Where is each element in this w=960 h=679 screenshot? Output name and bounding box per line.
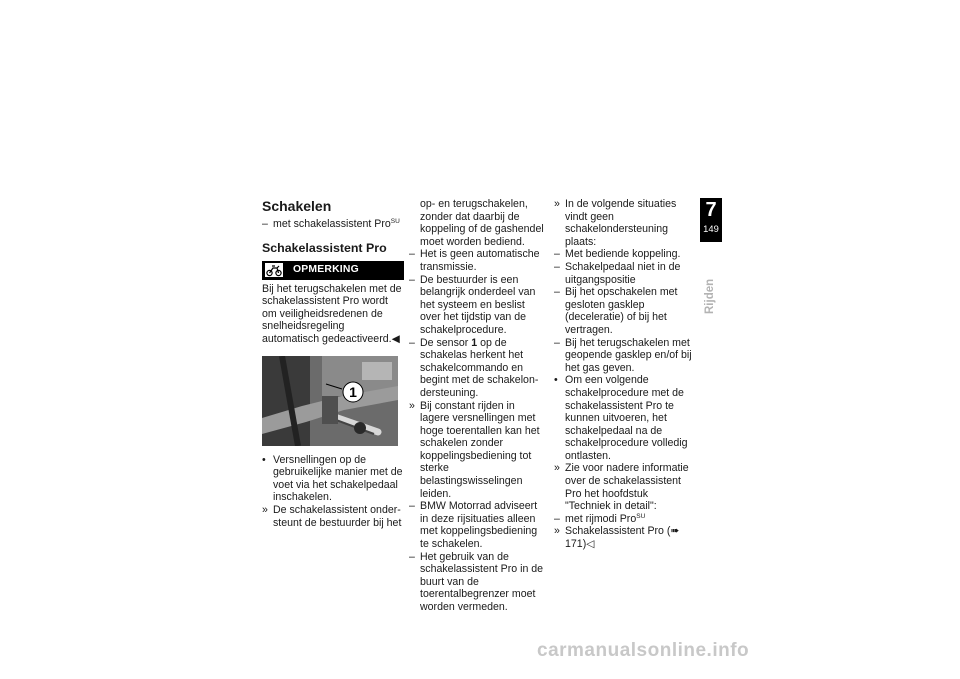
list-item: – De bestuurder is een belangrijk onderdeel van het systeem en beslist over het tijdstip van de schakelprocedure. [409, 273, 536, 336]
list-item: – met rijmodi Pro$^{SU}$ [554, 512, 646, 525]
list-item: » Bij constant rijden in lagere versnellingen met hoge toerentallen kan het schakelen zonder koppelingsbediening tot sterke belastingswisselingen leiden. [409, 399, 540, 500]
watermark: carmanualsonline.info [537, 640, 750, 661]
option-code: SU [636, 512, 646, 520]
list-item: – Bij het opschakelen met gesloten gasklep (deceleratie) of bij het vertragen. [554, 286, 678, 336]
column-2 [409, 198, 547, 614]
note-title: OPMERKING [293, 263, 359, 275]
photo-callout-label: 1 [349, 383, 357, 400]
list-item [262, 218, 404, 231]
note-text: Bij het terugschakelen met de schakelassistent Pro wordt om veiligheidsredenen de snelheidsregeling automatisch gedeactiveerd.◀ [262, 282, 402, 345]
cross-reference[interactable]: » Schakelassistent Pro (➠ 171)◁ [554, 525, 680, 551]
list-item: – Het is geen automatische transmissie. [409, 248, 540, 273]
list-item: » De schakelassistent ondersteunt de bestuurder bij het [262, 503, 402, 529]
end-marker-icon: ◀ [391, 332, 400, 345]
list-item: » In de volgende situaties vindt geen schakelondersteuning plaats: [554, 198, 677, 248]
end-marker-icon: ◁ [586, 538, 595, 551]
list-item: – De sensor 1 op de schakelas herkent het schakelcommando en begint met de schakelondersteuning. [409, 336, 539, 399]
list-item: – Bij het terugschakelen met geopende gasklep en/of bij het gas geven. [554, 336, 692, 374]
chapter-tab [700, 198, 722, 242]
option-code: SU [390, 218, 400, 225]
list-item: – Schakelpedaal niet in de uitgangspositie [554, 260, 681, 286]
section-title: Schakelen [262, 198, 332, 214]
note-header [262, 261, 404, 280]
list-item: » Zie voor nadere informatie over de schakelassistent Pro het hoofdstuk "Techniek in detail": [554, 462, 689, 513]
list-item: • Versnellingen op de gebruikelijke manier met de voet via het schakelpedaal inschakelen. [262, 453, 403, 504]
chapter-number: 7 [705, 199, 717, 221]
column-3 [554, 198, 696, 551]
motorcycle-note-icon [265, 263, 283, 278]
list-item: – Het gebruik van de schakelassistent Pro in de buurt van de toerentalbegrenzer moet worden vermeden. [409, 550, 544, 613]
page-number: 149 [703, 223, 719, 234]
list-item: – Met bediende koppeling. [554, 248, 681, 261]
page-arrow-icon: ➠ [670, 525, 680, 538]
chapter-label: Rijden [704, 278, 716, 314]
dash-marker: – [262, 218, 268, 230]
column-1 [262, 198, 404, 529]
list-item: – BMW Motorrad adviseert in deze rijsituaties alleen met koppelingsbediening te schakelen. [409, 500, 538, 551]
reference-page-number: 171 [565, 538, 583, 551]
item-text: met schakelassistent Pro [273, 218, 391, 230]
subsection-title: Schakelassistent Pro [262, 240, 387, 255]
list-item: • Om een volgende schakelprocedure met de schakelassistent Pro te kunnen uitvoeren, het schakelpedaal na de schakelprocedure volledig ontlasten. [554, 374, 688, 462]
sensor-reference: 1 [471, 336, 478, 349]
pedal-sensor-photo [262, 356, 404, 446]
list-item-continuation: op- en terugschakelen, zonder dat daarbij de koppeling of de gashendel moet worden bediend. [420, 198, 544, 248]
